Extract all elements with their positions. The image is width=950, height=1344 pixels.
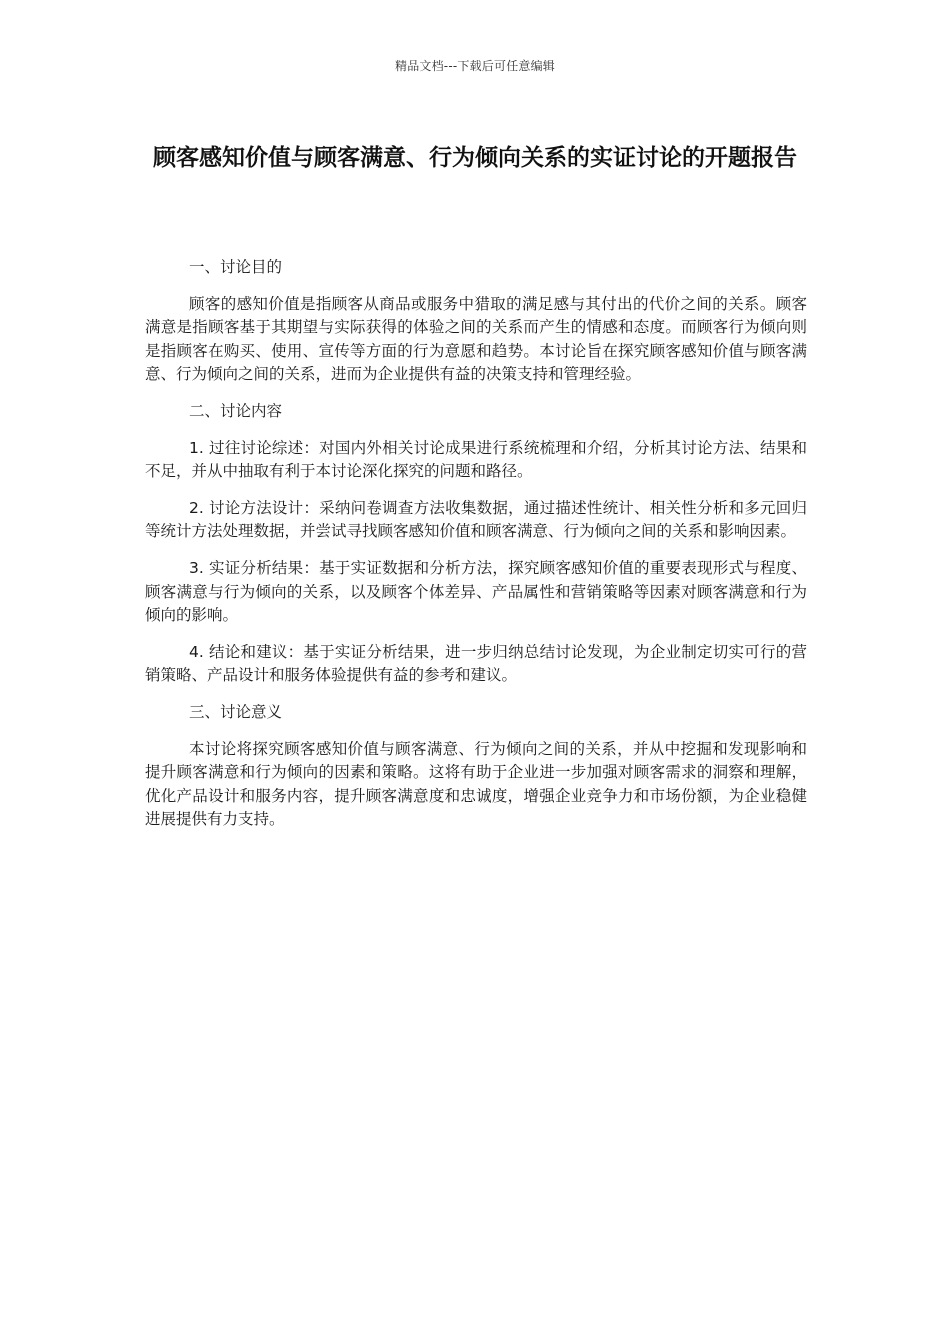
- section-heading-content: 二、讨论内容: [189, 401, 283, 420]
- content-item-3: 3. 实证分析结果：基于实证数据和分析方法，探究顾客感知价值的重要表现形式与程度、顾客满意与行为倾向的关系，以及顾客个体差异、产品属性和营销策略等因素对顾客满意和行为倾向的影响。: [145, 558, 807, 625]
- content-item-4: 4. 结论和建议：基于实证分析结果，进一步归纳总结讨论发现，为企业制定切实可行的营销策略、产品设计和服务体验提供有益的参考和建议。: [145, 642, 807, 685]
- content-item-1: 1. 过往讨论综述：对国内外相关讨论成果进行系统梳理和介绍，分析其讨论方法、结果和不足，并从中抽取有利于本讨论深化探究的问题和路径。: [145, 438, 807, 481]
- document-title: 顾客感知价值与顾客满意、行为倾向关系的实证讨论的开题报告: [153, 145, 797, 171]
- section-heading-significance: 三、讨论意义: [189, 702, 283, 721]
- section-heading-purpose: 一、讨论目的: [189, 258, 283, 276]
- document-body: [145, 256, 807, 845]
- paragraph-significance: 本讨论将探究顾客感知价值与顾客满意、行为倾向之间的关系，并从中挖掘和发现影响和提升顾客满意和行为倾向的因素和策略。这将有助于企业进一步加强对顾客需求的洞察和理解，优化产品设计和服务内容，提升顾客满意度和忠诚度，增强企业竞争力和市场份额，为企业稳健进展提供有力支持。: [145, 739, 807, 829]
- paragraph-purpose: 顾客的感知价值是指顾客从商品或服务中猎取的满足感与其付出的代价之间的关系。顾客满意是指顾客基于其期望与实际获得的体验之间的关系而产生的情感和态度。而顾客行为倾向则是指顾客在购买、使用、宣传等方面的行为意愿和趋势。本讨论旨在探究顾客感知价值与顾客满意、行为倾向之间的关系，进而为企业提供有益的决策支持和管理经验。: [145, 294, 807, 384]
- header-note: 精品文档---下载后可任意编辑: [395, 59, 555, 73]
- content-item-2: 2. 讨论方法设计：采纳问卷调查方法收集数据，通过描述性统计、相关性分析和多元回归等统计方法处理数据，并尝试寻找顾客感知价值和顾客满意、行为倾向之间的关系和影响因素。: [145, 498, 807, 541]
